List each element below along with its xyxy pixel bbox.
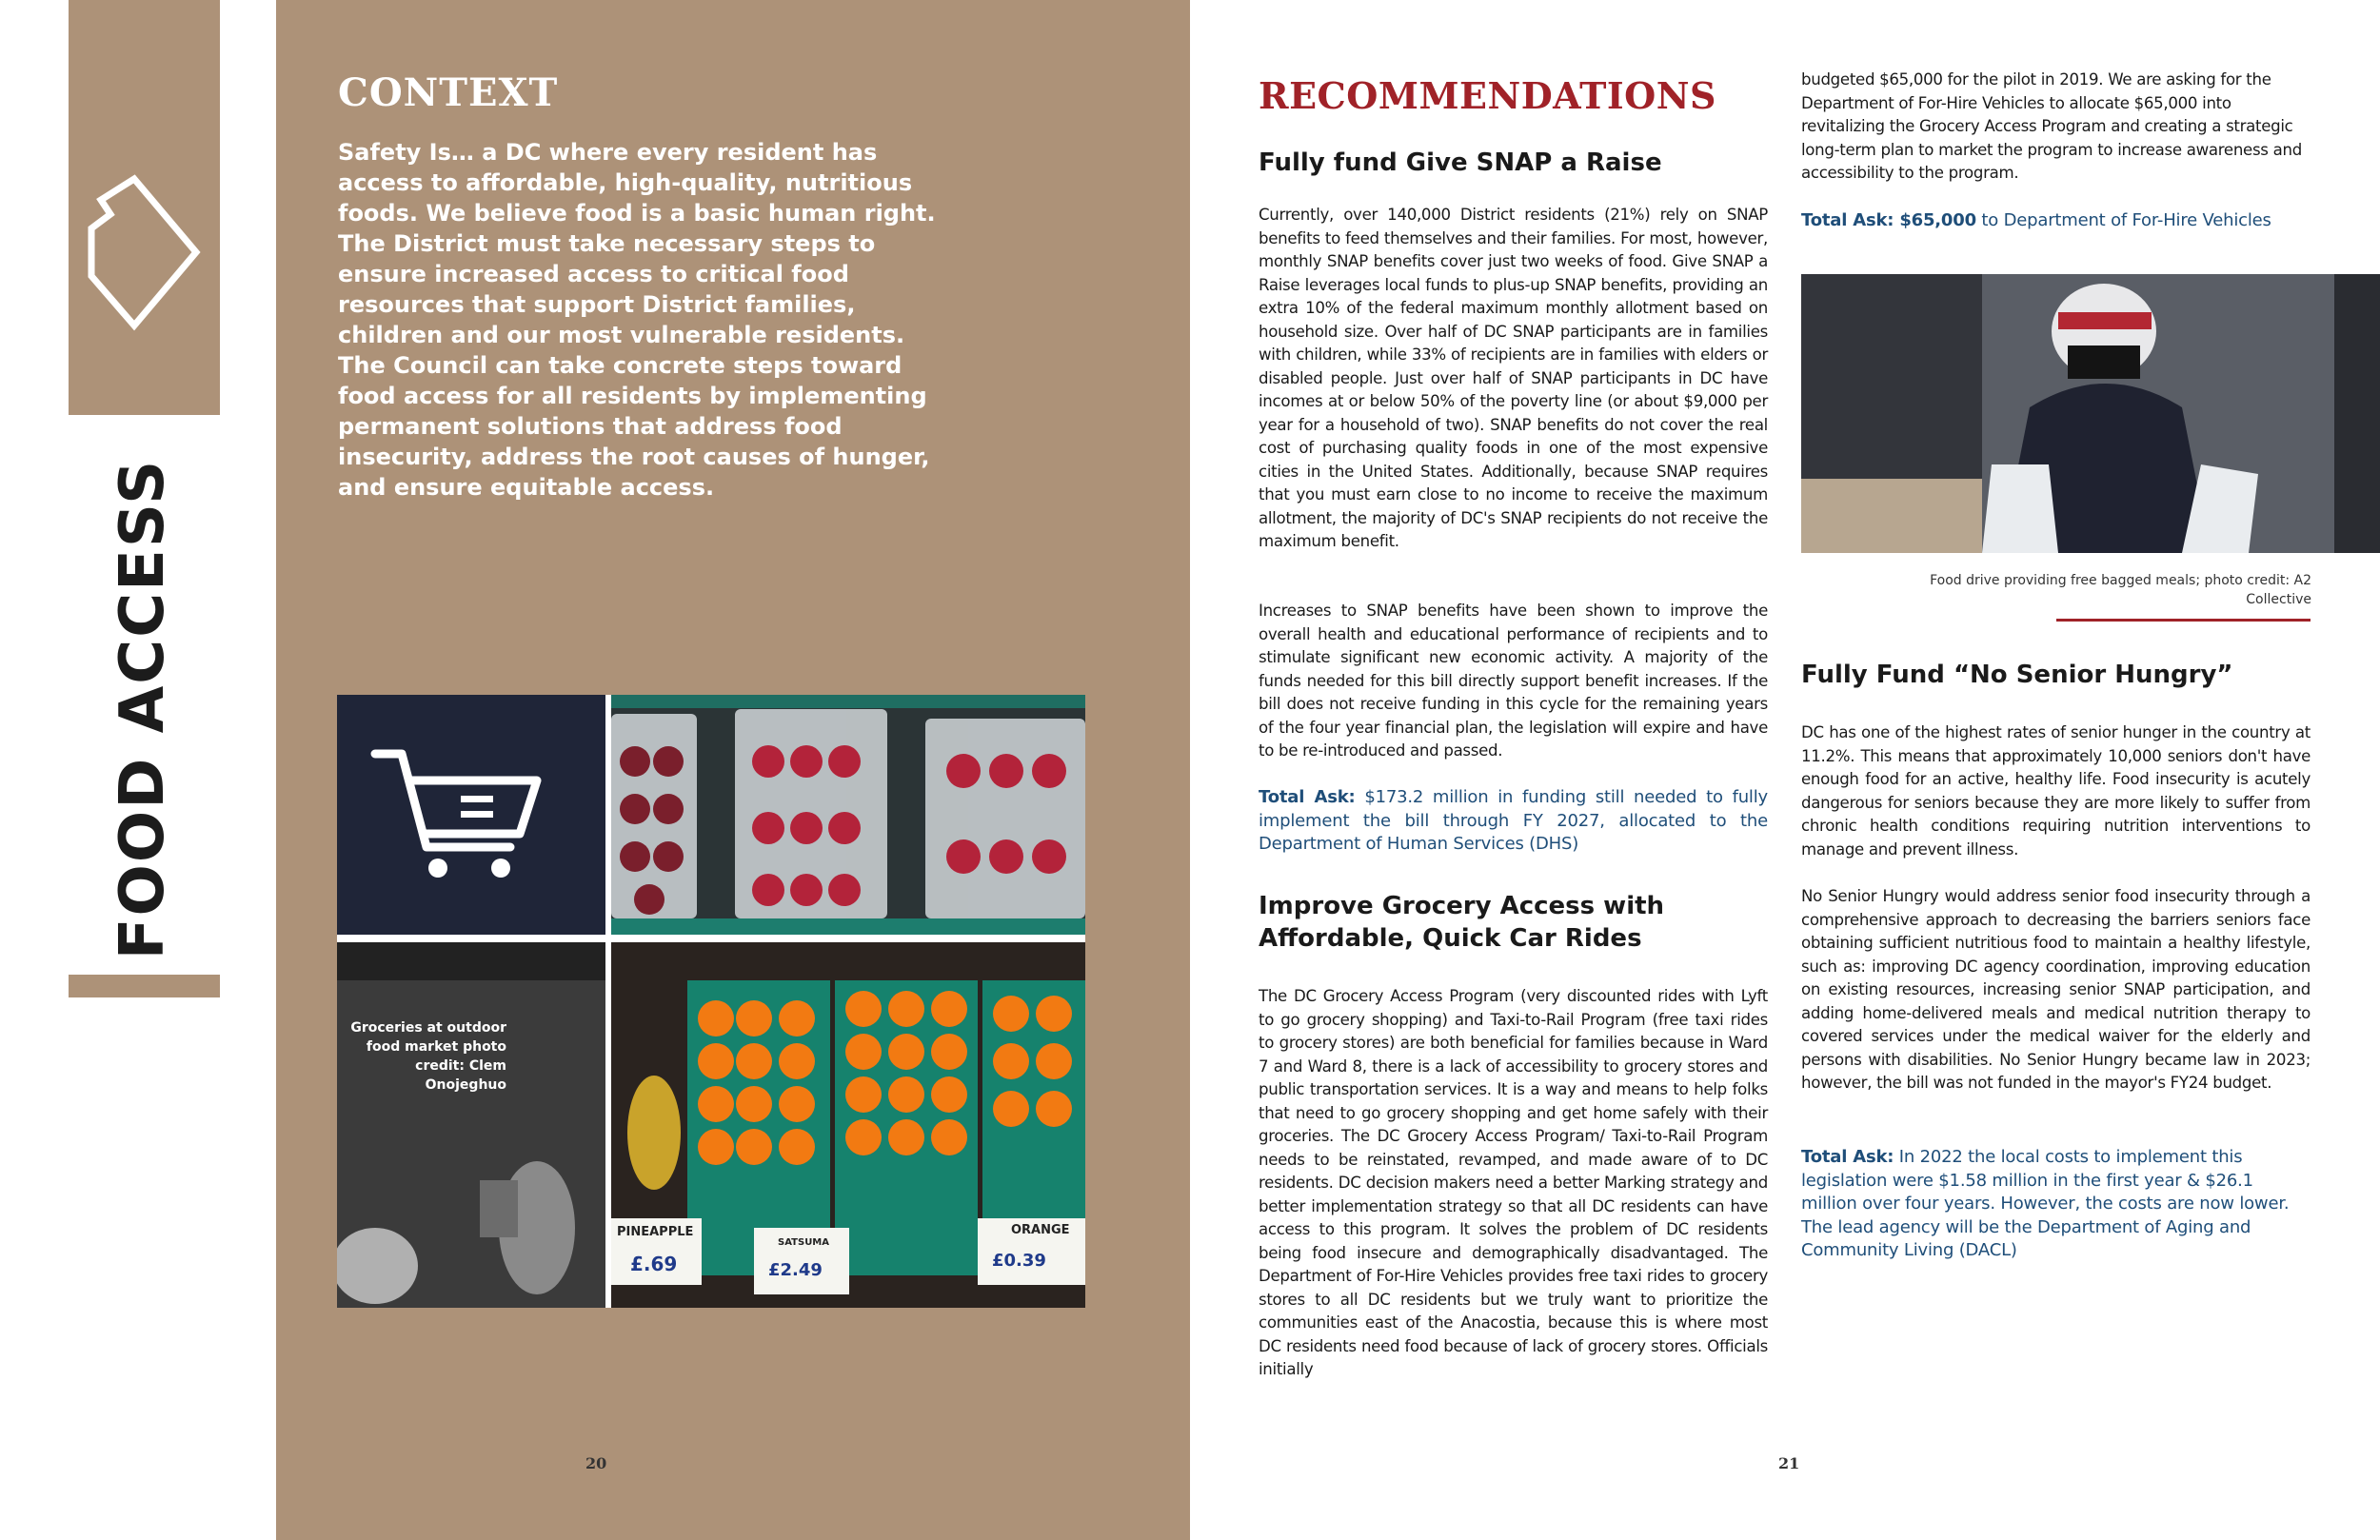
- orange-sign: ORANGE: [1011, 1223, 1070, 1237]
- grocery-paragraph-1: The DC Grocery Access Program (very discounted rides with Lyft to go grocery shopping) and Taxi-to-Rail Program (free taxi rides to grocery stores) are both beneficial for families because in Ward 7 and Ward 8, there is a lack of accessibility to grocery stores and public transportation services. It is a way and means to help folks that need to go grocery shopping and get home safely with their groceries. The DC Grocery Access Program/ Taxi-to-Rail Program needs to be reinstated, revamped, and made aware of to DC residents. DC decision makers need a better Marking strategy and better implementation strategy so that all DC residents can have access to this program. It solves the problem of DC residents being food insecure and demographically disadvantaged. The Department of For-Hire Vehicles provides free taxi rides to grocery stores to all DC residents but we truly want to prioritize the communities east of the Anacostia, because this is where most DC residents need food because of lack of grocery stores. Officials initially: [1259, 987, 1768, 1378]
- recommendations-heading: RECOMMENDATIONS: [1259, 74, 1716, 117]
- pineapple-price: £.69: [630, 1253, 678, 1275]
- snap-total-ask: Total Ask: $173.2 million in funding still needed to fully implement the bill through FY 2027, allocated to the Department of Human Services (DHS): [1259, 787, 1768, 854]
- senior-paragraph-1: DC has one of the highest rates of senior hunger in the country at 11.2%. This means that approximately 10,000 seniors don't have enough food for an active, healthy life. Food insecurity is acutely dangerous for seniors because they are more likely to suffer from chronic health conditions requiring nutrition interventions to manage and prevent illness.: [1801, 723, 2311, 859]
- market-photo-grayscale: [337, 942, 605, 1308]
- grocery-total-ask: Total Ask: $65,000 to Department of For-Hire Vehicles: [1801, 210, 2271, 230]
- senior-total-ask: Total Ask: In 2022 the local costs to implement this legislation were $1.58 million in the first year & $26.1 million over four years. However, the costs are now lower. The lead agency will be the Department of Aging and Community Living (DACL): [1801, 1147, 2290, 1260]
- food-drive-photo-caption: Food drive providing free bagged meals; photo credit: A2 Collective: [1930, 573, 2311, 607]
- snap-paragraph-2: Increases to SNAP benefits have been shown to improve the overall health and educational performance of recipients and to stimulate significant new economic activity. A majority of the funds needed for this bill directly support benefit increases. If the bill does not receive funding in this cycle for the remaining years of the four year financial plan, the legislation will expire and have to be re-introduced and passed.: [1259, 602, 1768, 760]
- food-drive-photo: [1801, 274, 2380, 553]
- plums-photo: [611, 695, 1085, 935]
- snap-heading: Fully fund Give SNAP a Raise: [1259, 148, 1662, 177]
- dc-shape-logo-icon: [82, 171, 206, 333]
- senior-hungry-heading: Fully Fund “No Senior Hungry”: [1801, 661, 2233, 689]
- shopping-cart-icon: [367, 742, 548, 885]
- section-side-label: FOOD ACCESS: [108, 458, 178, 960]
- pineapple-sign: PINEAPPLE: [617, 1225, 694, 1239]
- caption-divider: [2056, 619, 2311, 622]
- grocery-photo-caption: Groceries at outdoor food market photo credit: Clem Onojeghuo: [350, 1020, 506, 1093]
- grocery-heading: Improve Grocery Access with Affordable, Quick Car Rides: [1259, 892, 1665, 953]
- snap-paragraph-1: Currently, over 140,000 District residents (21%) rely on SNAP benefits to feed themselves and their families. For most, however, monthly SNAP benefits cover just two weeks of food. Give SNAP a Raise leverages local funds to plus-up SNAP benefits, providing an extra 10% of the federal maximum monthly allotment based on household size. Over half of DC SNAP participants are in families with children, while 33% of recipients are in families with elders or disabled people. Just over half of SNAP participants in DC have incomes at or below 50% of the poverty line (or about $9,000 per year for a household of two). SNAP benefits do not cover the real cost of purchasing quality foods in one of the most expensive cities in the United States. Additionally, because SNAP requires that you must earn close to no income to receive the maximum allotment, the majority of DC's SNAP recipients do not receive the maximum benefit.: [1259, 206, 1768, 550]
- satsuma-price: £2.49: [768, 1260, 823, 1280]
- side-accent-bar: [69, 975, 220, 997]
- page-number-right: 21: [1778, 1454, 1800, 1472]
- context-heading: CONTEXT: [338, 70, 559, 115]
- oranges-photo: [611, 942, 1085, 1308]
- senior-paragraph-2: No Senior Hungry would address senior food insecurity through a comprehensive approach to decreasing the barriers seniors face obtaining sufficient nutritious food to maintain a healthy lifestyle, such as: improving DC agency coordination, improving education on existing resources, increasing senior SNAP participation, and adding home-delivered meals and medical nutrition therapy to covered services under the medical waiver for the elderly and persons with disabilities. No Senior Hungry became law in 2023; however, the bill was not funded in the mayor's FY24 budget.: [1801, 887, 2311, 1092]
- orange-price: £0.39: [992, 1251, 1046, 1271]
- grocery-paragraph-2: budgeted $65,000 for the pilot in 2019. We are asking for the Department of For-Hire Vehicles to allocate $65,000 into revitalizing the Grocery Access Program and creating a strategic long-term plan to market the program to increase awareness and accessibility to the program.: [1801, 70, 2302, 182]
- page-number-left: 20: [585, 1454, 607, 1472]
- satsuma-sign: SATSUMA: [778, 1237, 829, 1248]
- context-paragraph: Safety Is… a DC where every resident has access to affordable, high-quality, nutritious foods. We believe food is a basic human right. The District must take necessary steps to ensure increased access to critical food resources that support District families, children and our most vulnerable residents. The Council can take concrete steps toward food access for all residents by implementing permanent solutions that address food insecurity, address the root causes of hunger, and ensure equitable access.: [338, 139, 936, 501]
